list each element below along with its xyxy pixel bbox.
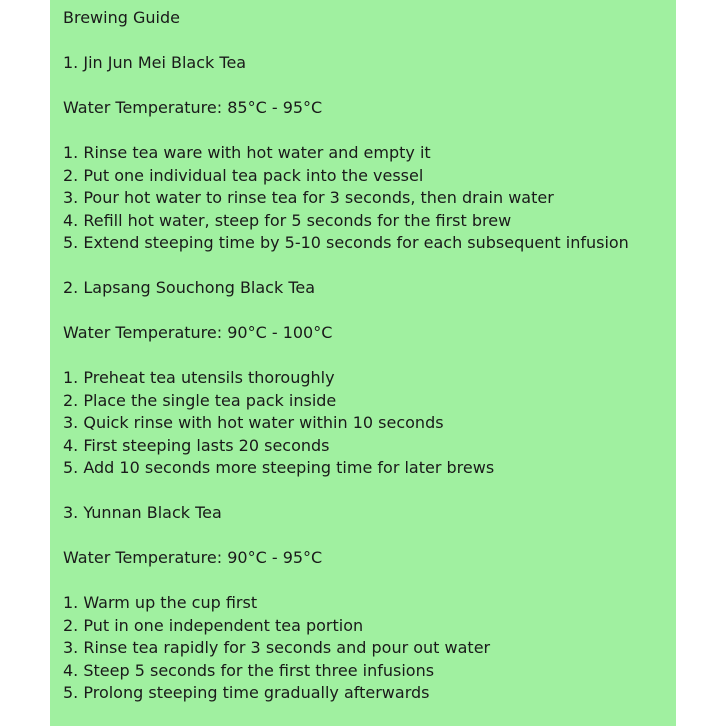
step-item: 3. Quick rinse with hot water within 10 seconds (63, 413, 444, 432)
step-item: 4. Steep 5 seconds for the first three infusions (63, 660, 435, 680)
water-temperature: Water Temperature: 90°C - 100°C (63, 323, 333, 342)
water-temperature: Water Temperature: 90°C - 95°C (63, 548, 323, 567)
tea-section-jin-jun-mei (63, 52, 676, 255)
spacer (63, 525, 676, 548)
step-item: 3. Rinse tea rapidly for 3 seconds and pour out water (63, 638, 491, 657)
spacer (63, 480, 676, 503)
tea-section-yunnan (63, 502, 676, 705)
step-item: 4. Refill hot water, steep for 5 seconds for the first brew (63, 210, 512, 230)
step-item: 1. Warm up the cup first (63, 593, 258, 612)
step-item: 1. Rinse tea ware with hot water and empty it (63, 143, 431, 162)
step-item: 2. Put in one independent tea portion (63, 615, 364, 635)
step-item: 2. Place the single tea pack inside (63, 390, 337, 410)
step-item: 5. Prolong steeping time gradually afterwards (63, 683, 430, 702)
spacer (63, 345, 676, 368)
step-item: 5. Add 10 seconds more steeping time for later brews (63, 458, 495, 477)
spacer (63, 255, 676, 278)
step-item: 5. Extend steeping time by 5-10 seconds for each subsequent infusion (63, 233, 629, 252)
page-title: Brewing Guide (63, 8, 180, 27)
step-item: 2. Put one individual tea pack into the vessel (63, 165, 424, 185)
step-item: 4. First steeping lasts 20 seconds (63, 435, 330, 455)
water-temperature: Water Temperature: 85°C - 95°C (63, 98, 323, 117)
spacer (63, 30, 676, 53)
tea-heading: 3. Yunnan Black Tea (63, 503, 222, 522)
spacer (63, 300, 676, 323)
tea-heading: 1. Jin Jun Mei Black Tea (63, 53, 247, 72)
brewing-guide-document (50, 0, 676, 726)
tea-section-lapsang-souchong (63, 277, 676, 480)
tea-heading: 2. Lapsang Souchong Black Tea (63, 278, 316, 297)
spacer (63, 570, 676, 593)
spacer (63, 120, 676, 143)
step-item: 1. Preheat tea utensils thoroughly (63, 368, 335, 387)
step-item: 3. Pour hot water to rinse tea for 3 seconds, then drain water (63, 188, 554, 207)
spacer (63, 75, 676, 98)
